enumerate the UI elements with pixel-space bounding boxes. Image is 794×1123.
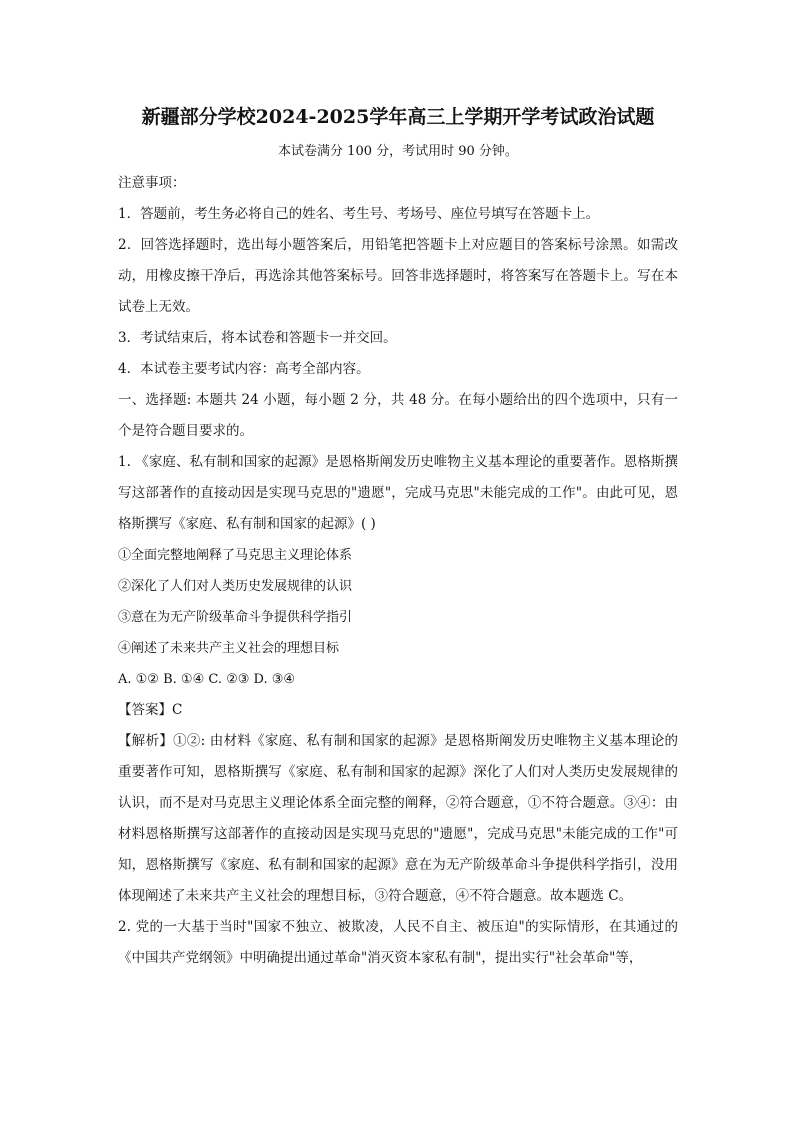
- notes-heading: 注意事项：: [118, 175, 186, 191]
- exam-content: [118, 102, 678, 974]
- question-1-stem: 1. 《家庭、私有制和国家的起源》是恩格斯阐发历史唯物主义基本理论的重要著作。恩格斯撰写这部著作的直接动因是实现马克思的"遗愿"，完成马克思"未能完成的工作"。由此可见，恩格斯撰写《家庭、私有制和国家的起源》( ): [118, 454, 678, 532]
- question-2-stem: 2. 党的一大基于当时"国家不独立、被欺凌，人民不自主、被压迫"的实际情形，在其通过的《中国共产党纲领》中明确提出通过革命"消灭资本家私有制"，提出实行"社会革命"等，: [118, 919, 678, 966]
- question-1-analysis: 【解析】①②: 由材料《家庭、私有制和国家的起源》是恩格斯阐发历史唯物主义基本理论的重要著作可知，恩格斯撰写《家庭、私有制和国家的起源》深化了人们对人类历史发展规律的认识，而不是对马克思主义理论体系全面完整的阐释，②符合题意，①不符合题意。③④：由材料恩格斯撰写这部著作的直接动因是实现马克思的"遗愿"，完成马克思"未能完成的工作"可知，恩格斯撰写《家庭、私有制和国家的起源》意在为无产阶级革命斗争提供科学指引，没用体现阐述了未来共产主义社会的理想目标，③符合题意，④不符合题意。故本题选 C。: [118, 733, 678, 904]
- question-1-statement: ②深化了人们对人类历史发展规律的认识: [118, 579, 353, 594]
- question-1-statement: ①全面完整地阐释了马克思主义理论体系: [118, 548, 353, 563]
- section-heading: 一、选择题: 本题共 24 小题，每小题 2 分，共 48 分。在每小题给出的四个选项中，只有一个是符合题目要求的。: [118, 392, 678, 439]
- note-item: 2．回答选择题时，选出每小题答案后，用铅笔把答题卡上对应题目的答案标号涂黑。如需改动，用橡皮擦干净后，再选涂其他答案标号。回答非选择题时，将答案写在答题卡上。写在本试卷上无效。: [118, 237, 678, 315]
- question-1-statement: ③意在为无产阶级革命斗争提供科学指引: [118, 610, 353, 625]
- note-item: 4．本试卷主要考试内容：高考全部内容。: [118, 361, 370, 377]
- exam-subtitle: 本试卷满分 100 分，考试用时 90 分钟。: [278, 144, 518, 159]
- note-item: 1．答题前，考生务必将自己的姓名、考生号、考场号、座位号填写在答题卡上。: [118, 206, 600, 222]
- question-1-options: A. ①② B. ①④ C. ②③ D. ③④: [118, 672, 296, 687]
- question-1-answer: 【答案】C: [118, 702, 183, 718]
- exam-title: 新疆部分学校2024-2025学年高三上学期开学考试政治试题: [141, 106, 655, 128]
- note-item: 3．考试结束后，将本试卷和答题卡一并交回。: [118, 330, 397, 346]
- question-1-statement: ④阐述了未来共产主义社会的理想目标: [118, 641, 340, 656]
